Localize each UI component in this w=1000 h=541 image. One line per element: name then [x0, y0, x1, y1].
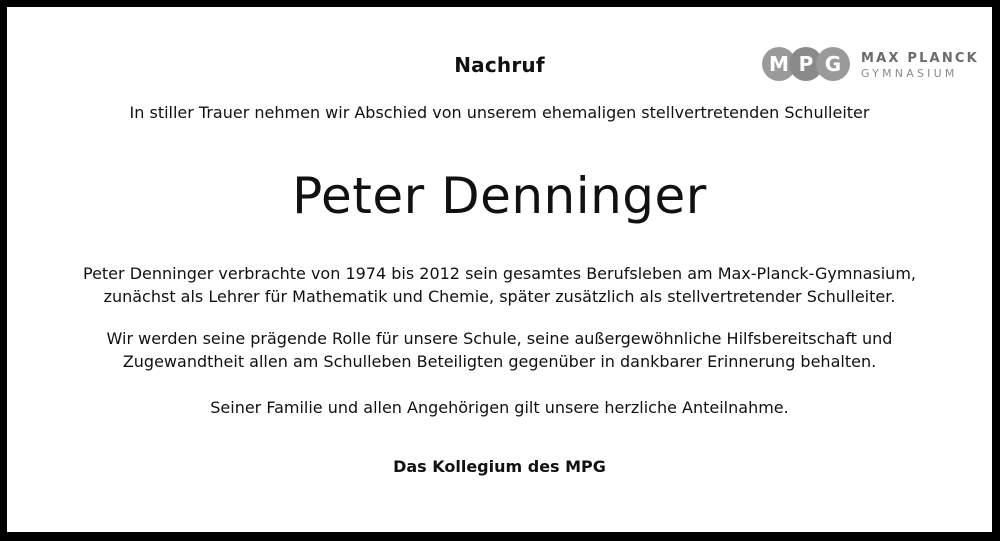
- logo-text-max-planck: MAX PLANCK: [861, 51, 979, 66]
- paragraph-line: Peter Denninger verbrachte von 1974 bis 2012 sein gesamtes Berufsleben am Max-Planck-Gymnasium,: [82, 264, 916, 283]
- paragraph-tribute: [7, 327, 992, 373]
- svg-text:G: G: [824, 52, 842, 76]
- paragraph-line: zunächst als Lehrer für Mathematik und Chemie, später zusätzlich als stellvertretender Schulleiter.: [103, 287, 896, 306]
- intro-line: In stiller Trauer nehmen wir Abschied von unserem ehemaligen stellvertretenden Schulleiter: [129, 103, 870, 122]
- paragraph-line: Zugewandtheit allen am Schulleben Beteiligten gegenüber in dankbarer Erinnerung behalten.: [122, 352, 877, 371]
- notice-title: Nachruf: [454, 53, 545, 77]
- obituary-notice: [7, 7, 992, 532]
- deceased-name: Peter Denninger: [292, 167, 707, 225]
- paragraph-career: [7, 262, 992, 308]
- paragraph-line: Seiner Familie und allen Angehörigen gilt unsere herzliche Anteilnahme.: [210, 398, 789, 417]
- logo-text-gymnasium: GYMNASIUM: [861, 67, 958, 80]
- paragraph-line: Wir werden seine prägende Rolle für unsere Schule, seine außergewöhnliche Hilfsbereitschaft und: [106, 329, 893, 348]
- svg-text:P: P: [798, 52, 814, 76]
- signature: Das Kollegium des MPG: [393, 457, 606, 476]
- svg-text:M: M: [769, 52, 789, 76]
- paragraph-condolences: [7, 396, 992, 419]
